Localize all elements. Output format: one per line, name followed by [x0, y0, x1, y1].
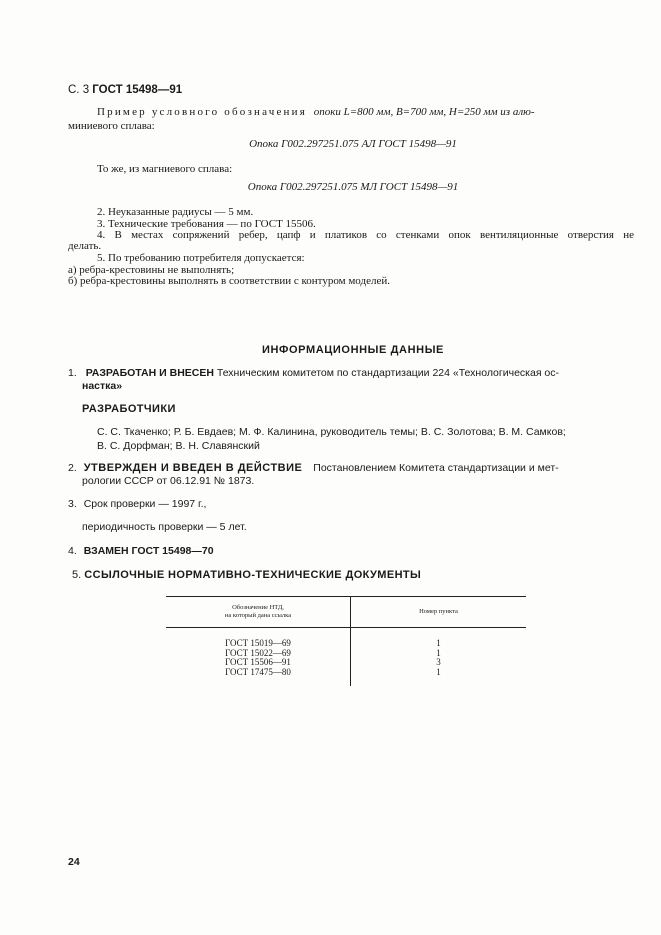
- note-5: 5. По требованию потребителя допускается:: [97, 252, 305, 264]
- table-cell-item-list: 1 1 3 1: [436, 638, 441, 677]
- reference-documents-table: [166, 596, 526, 686]
- item1-rest: Техническим комитетом по стандартизации 224 «Технологическая ос-: [216, 367, 560, 379]
- item3-line-1: Срок проверки — 1997 г.,: [83, 498, 207, 510]
- developers-head: РАЗРАБОТЧИКИ: [82, 403, 176, 415]
- item5-text: ССЫЛОЧНЫЕ НОРМАТИВНО-ТЕХНИЧЕСКИЕ ДОКУМЕНТЫ: [84, 569, 422, 581]
- example-line-2: миниевого сплава:: [68, 120, 155, 132]
- table-cell-doc-list: ГОСТ 15019—69 ГОСТ 15022—69 ГОСТ 15506—91 ГОСТ 17475—80: [166, 628, 351, 687]
- note-4-cont: делать.: [68, 240, 102, 252]
- developers-line-1: С. С. Ткаченко; Р. Б. Евдаев; М. Ф. Калинина, руководитель темы; В. С. Золотова; В. М. Самков;: [97, 426, 566, 438]
- note-5b: б) ребра-крестовины выполнять в соответствии с контуром моделей.: [68, 275, 390, 287]
- table-header-row: [166, 597, 526, 628]
- note-4: 4. В местах сопряжений ребер, цапф и платиков со стенками опок вентиляционные отверстия не: [97, 229, 634, 241]
- item4-num: 4.: [68, 545, 77, 557]
- col-header-item-number: Номер пункта: [351, 597, 527, 628]
- developers-line-2: В. С. Дорфман; В. Н. Славянский: [97, 440, 260, 452]
- example-line-1: [97, 106, 535, 118]
- designation-ml: Опока Г002.297251.075 МЛ ГОСТ 15498—91: [247, 181, 459, 193]
- info-item-4: [68, 545, 214, 557]
- info-item-3: [68, 498, 206, 510]
- info-item-5: [72, 569, 421, 581]
- page-ref: С. 3: [68, 84, 90, 96]
- item3-line-2: периодичность проверки — 5 лет.: [82, 521, 247, 533]
- info-item-2: [68, 462, 559, 474]
- item2-line-2: рологии СССР от 06.12.91 № 1873.: [82, 475, 255, 487]
- note-5a: а) ребра-крестовины не выполнять;: [68, 264, 235, 276]
- page-header: [68, 84, 182, 96]
- item1-line-2: настка»: [82, 380, 123, 392]
- item2-num: 2.: [68, 462, 77, 474]
- header-standard: ГОСТ 15498—91: [92, 84, 183, 96]
- item2-head: УТВЕРЖДЕН И ВВЕДЕН В ДЕЙСТВИЕ: [83, 462, 303, 474]
- item2-rest: Постановлением Комитета стандартизации и мет-: [313, 462, 559, 474]
- item4-text: ВЗАМЕН ГОСТ 15498—70: [83, 545, 214, 557]
- table-row: [166, 628, 526, 687]
- item3-num: 3.: [68, 498, 77, 510]
- note-2: 2. Неуказанные радиусы — 5 мм.: [97, 206, 254, 218]
- item1-num: 1.: [68, 367, 77, 379]
- example-spec: опоки L=800 мм, B=700 мм, H=250 мм из алю-: [313, 106, 535, 118]
- note-3: 3. Технические требования — по ГОСТ 15506.: [97, 218, 316, 230]
- info-title: ИНФОРМАЦИОННЫЕ ДАННЫЕ: [261, 344, 444, 356]
- page-number: 24: [68, 856, 80, 868]
- col-header-designation: Обозначение НТД, на который дана ссылка: [166, 597, 351, 628]
- designation-al: Опока Г002.297251.075 АЛ ГОСТ 15498—91: [249, 138, 457, 150]
- info-item-1: [68, 367, 559, 379]
- same-magnesium: То же, из магниевого сплава:: [97, 163, 233, 175]
- item1-head: РАЗРАБОТАН И ВНЕСЕН: [85, 367, 214, 379]
- example-lead: Пример условного обозначения: [97, 106, 307, 118]
- item5-num: 5.: [72, 569, 82, 581]
